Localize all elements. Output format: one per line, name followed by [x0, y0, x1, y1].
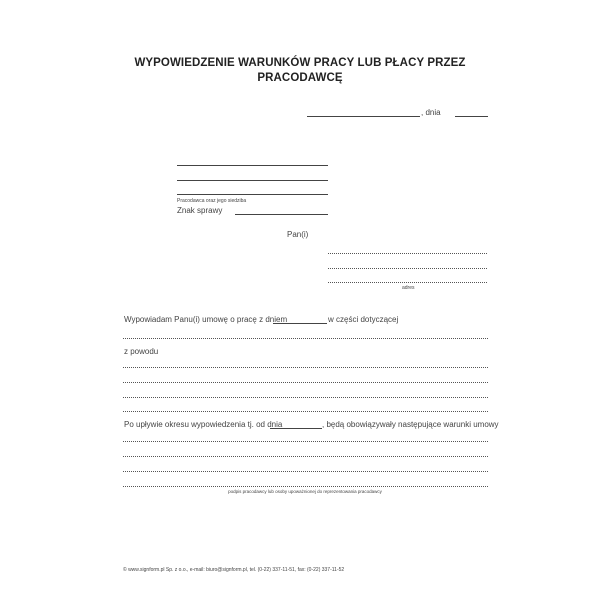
title-line-2: PRACODAWCĘ	[257, 72, 343, 84]
signature-caption: podpis pracodawcy lub osoby upoważnionej do reprezentowania pracodawcy	[228, 489, 382, 494]
notice-line-1[interactable]	[123, 338, 488, 339]
case-line[interactable]	[235, 214, 328, 215]
reason-line-3[interactable]	[123, 397, 488, 398]
recipient-line-3[interactable]	[328, 282, 487, 283]
after-text-start: Po upływie okresu wypowiedzenia tj. od dnia	[124, 420, 283, 429]
employer-line-2[interactable]	[177, 180, 328, 181]
after-text-end: , będą obowiązywały następujące warunki umowy	[322, 420, 499, 429]
notice-text-end: w części dotyczącej	[328, 315, 399, 324]
conditions-line-3[interactable]	[123, 471, 488, 472]
address-caption: adres	[402, 285, 415, 291]
title-line-1: WYPOWIEDZENIE WARUNKÓW PRACY LUB PŁACY PRZEZ	[134, 57, 466, 69]
reason-line-1[interactable]	[123, 367, 488, 368]
recipient-label: Pan(i)	[287, 230, 309, 239]
form-title	[100, 56, 500, 86]
date-line[interactable]	[455, 116, 488, 117]
employer-line-3[interactable]	[177, 194, 328, 195]
place-line[interactable]	[307, 116, 420, 117]
notice-date-line[interactable]	[273, 323, 327, 324]
signature-line[interactable]	[123, 486, 488, 487]
notice-text-start: Wypowiadam Panu(i) umowę o pracę z dniem	[124, 315, 288, 324]
employer-line-1[interactable]	[177, 165, 328, 166]
reason-line-4[interactable]	[123, 411, 488, 412]
reason-line-2[interactable]	[123, 382, 488, 383]
reason-label: z powodu	[124, 347, 159, 356]
case-label: Znak sprawy	[177, 206, 223, 215]
after-date-line[interactable]	[270, 428, 322, 429]
date-label: , dnia	[421, 108, 441, 117]
conditions-line-2[interactable]	[123, 456, 488, 457]
recipient-line-1[interactable]	[328, 253, 487, 254]
footer-text: © www.signform.pl Sp. z o.o., e-mail: biuro@signform.pl, tel. (0-22) 337-11-51, fax: (0-22) 337-11-52	[123, 567, 345, 573]
employer-caption: Pracodawca oraz jego siedziba	[177, 198, 247, 204]
recipient-line-2[interactable]	[328, 268, 487, 269]
conditions-line-1[interactable]	[123, 441, 488, 442]
